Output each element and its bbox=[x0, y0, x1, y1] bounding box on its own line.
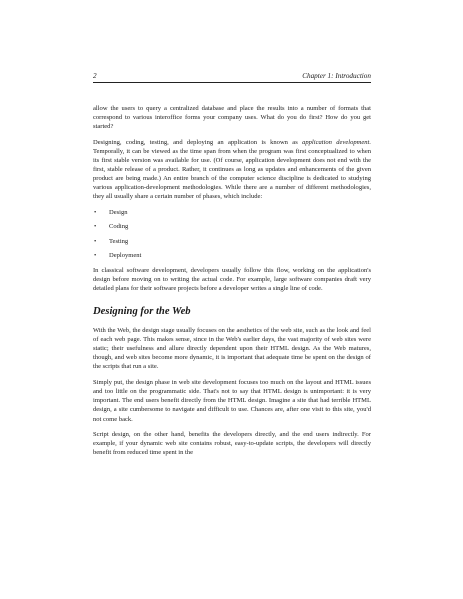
chapter-title: Chapter 1: Introduction bbox=[302, 72, 371, 80]
paragraph-text: Designing, coding, testing, and deploying an application is known as bbox=[93, 138, 303, 146]
paragraph-simply-put: Simply put, the design phase in web site development focuses too much on the layout and HTML issues and too little on the programmatic side. That's not to say that HTML design is unimportant: it is very important. The end users benefit directly from the HTML design. Imagine a site that had terrible HTML design, a site cumbersome to navigate and difficult to use. Chances are, after one visit to this site, you'd not come back. bbox=[93, 379, 371, 423]
bullet-icon: • bbox=[94, 223, 97, 231]
bullet-icon: • bbox=[94, 251, 97, 259]
list-item-label: Coding bbox=[109, 223, 129, 231]
bullet-icon: • bbox=[94, 237, 97, 245]
running-head bbox=[93, 72, 371, 83]
list-item bbox=[93, 237, 371, 246]
emphasis-term: application development. bbox=[302, 138, 371, 146]
paragraph-text: Temporally, it can be viewed as the time span from when the program was first conceptualized to when its first stable version was available for use. (Of course, application development does not end with the first, stable release of a product. Rather, it continues as long as updates and enhancements of the given product are being made.) An entire branch of the computer science discipline is dedicated to studying various application-development methodologies. While there are a number of different methodologies, they all usually share a certain number of phases, which include: bbox=[93, 147, 371, 201]
list-item-label: Design bbox=[109, 209, 128, 217]
list-item bbox=[93, 222, 371, 231]
paragraph-app-development bbox=[93, 138, 371, 202]
list-item bbox=[93, 251, 371, 260]
section-heading: Designing for the Web bbox=[93, 306, 191, 318]
book-page bbox=[93, 72, 371, 464]
bullet-icon: • bbox=[94, 209, 97, 217]
paragraph-script-design: Script design, on the other hand, benefits the developers directly, and the end users indirectly. For example, if your dynamic web site contains robust, easy-to-update scripts, the developers will directly benefit from reduced time spent in the bbox=[93, 431, 371, 457]
paragraph-intro: allow the users to query a centralized database and place the results into a number of formats that correspond to various interoffice forms your company uses. What do you do first? How do you get started? bbox=[93, 105, 371, 131]
list-item bbox=[93, 208, 371, 217]
page-body bbox=[93, 104, 371, 457]
paragraph-classical: In classical software development, developers usually follow this flow, working on the application's design before moving on to writing the actual code. For example, large software companies draft very detailed plans for their software projects before a developer writes a single line of code. bbox=[93, 266, 371, 292]
paragraph-web-design: With the Web, the design stage usually focuses on the aesthetics of the web site, such as the look and feel of each web page. This makes sense, since in the Web's earlier days, the vast majority of web sites were static; their usefulness and allure directly dependent upon their HTML design. As the Web matures, though, and web sites become more dynamic, it is important that adequate time be spent on the design of the scripts that run a site. bbox=[93, 327, 371, 371]
page-number: 2 bbox=[93, 72, 97, 80]
list-item-label: Deployment bbox=[109, 251, 142, 259]
phases-list bbox=[93, 208, 371, 260]
list-item-label: Testing bbox=[109, 237, 129, 245]
